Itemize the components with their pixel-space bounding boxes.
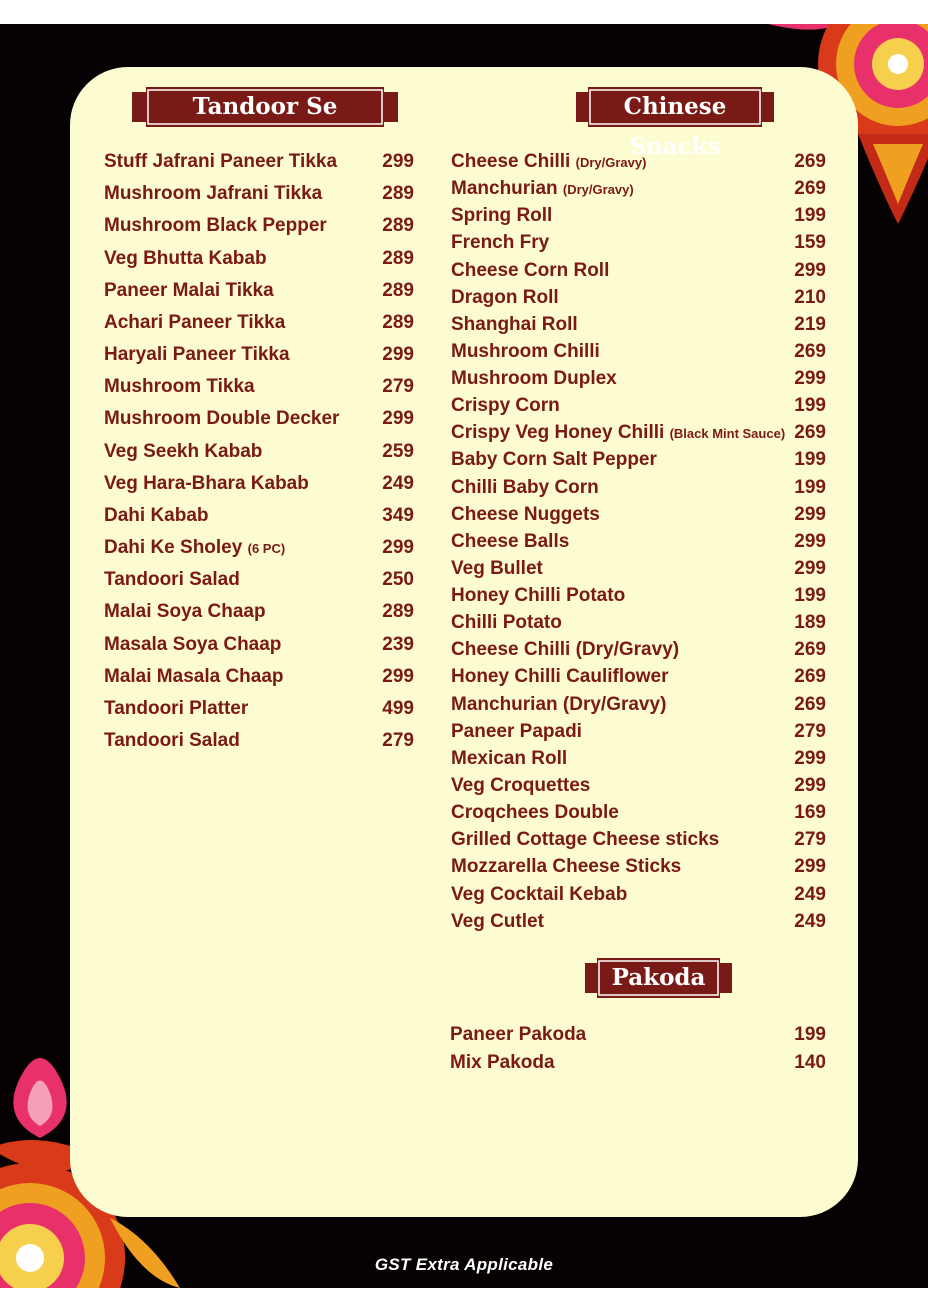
menu-item-row: [451, 636, 826, 663]
menu-item-name: [451, 609, 562, 636]
menu-item-note: (Dry/Gravy): [562, 182, 634, 197]
menu-item-price: 289: [382, 312, 414, 333]
menu-item-name: [451, 474, 599, 501]
menu-item-name-text: Veg Cutlet: [451, 911, 544, 932]
menu-item-row: [104, 727, 414, 754]
menu-item-note: (Dry/Gravy): [575, 155, 647, 170]
menu-item-row: [451, 175, 826, 202]
menu-item-row: [451, 311, 826, 338]
menu-item-price: 199: [794, 205, 826, 226]
menu-item-row: [451, 419, 826, 446]
menu-item-row: [104, 534, 414, 561]
menu-item-row: [451, 799, 826, 826]
menu-item-row: [104, 405, 414, 432]
menu-item-name: [451, 311, 578, 338]
menu-item-name-text: Mozzarella Cheese Sticks: [451, 856, 682, 877]
menu-item-name: [104, 695, 248, 722]
menu-item-name-text: Dahi Kabab: [104, 505, 209, 526]
menu-item-name-text: French Fry: [451, 232, 550, 253]
menu-item-price: 299: [794, 504, 826, 525]
menu-item-row: [451, 772, 826, 799]
menu-item-row: [104, 695, 414, 722]
menu-item-name-text: Mushroom Duplex: [451, 368, 617, 389]
menu-item-name-text: Honey Chilli Potato: [451, 585, 626, 606]
menu-item-row: [450, 1021, 826, 1048]
menu-item-price: 140: [794, 1052, 826, 1073]
menu-item-name-text: Veg Hara-Bhara Kabab: [104, 473, 309, 494]
menu-item-name-text: Honey Chilli Cauliflower: [451, 666, 669, 687]
menu-item-name-text: Mushroom Tikka: [104, 376, 255, 397]
menu-item-name: [451, 229, 549, 256]
menu-item-name: [451, 853, 681, 880]
menu-item-price: 279: [382, 730, 414, 751]
menu-item-row: [451, 474, 826, 501]
menu-item-name: [451, 772, 590, 799]
menu-item-name-text: Tandoori Salad: [104, 730, 240, 751]
menu-item-name: [451, 501, 600, 528]
menu-item-price: 250: [382, 569, 414, 590]
menu-item-row: [451, 582, 826, 609]
menu-item-price: 269: [794, 639, 826, 660]
menu-item-price: 269: [794, 422, 826, 443]
menu-item-price: 249: [794, 911, 826, 932]
menu-item-row: [451, 501, 826, 528]
menu-item-row: [104, 566, 414, 593]
menu-item-name-text: Manchurian (Dry/Gravy): [451, 694, 667, 715]
menu-item-name: [451, 419, 785, 447]
menu-item-price: 299: [794, 748, 826, 769]
menu-item-row: [451, 229, 826, 256]
menu-item-name-text: Crispy Veg Honey Chilli: [451, 422, 665, 443]
menu-item-price: 299: [382, 151, 414, 172]
menu-item-name: [451, 528, 569, 555]
menu-item-name: [104, 534, 285, 562]
menu-item-price: 269: [794, 341, 826, 362]
menu-item-row: [451, 555, 826, 582]
menu-item-name-text: Mexican Roll: [451, 748, 568, 769]
menu-item-row: [451, 202, 826, 229]
menu-item-name-text: Mix Pakoda: [450, 1052, 555, 1073]
menu-item-name-text: Veg Cocktail Kebab: [451, 884, 628, 905]
menu-item-name-text: Dragon Roll: [451, 287, 559, 308]
menu-item-name: [104, 663, 284, 690]
menu-item-name-text: Baby Corn Salt Pepper: [451, 449, 657, 470]
menu-item-name: [451, 718, 582, 745]
menu-item-price: 239: [382, 634, 414, 655]
menu-item-price: 279: [794, 721, 826, 742]
menu-item-name: [451, 582, 625, 609]
menu-item-row: [451, 881, 826, 908]
menu-item-row: [451, 338, 826, 365]
menu-item-row: [451, 745, 826, 772]
menu-item-row: [451, 284, 826, 311]
menu-item-name: [451, 392, 560, 419]
menu-item-price: 189: [794, 612, 826, 633]
menu-item-name: [451, 745, 567, 772]
menu-item-price: 199: [794, 449, 826, 470]
menu-item-row: [104, 277, 414, 304]
menu-item-row: [450, 1049, 826, 1076]
section-banner-tandoor-se: [132, 87, 398, 127]
menu-item-price: 199: [794, 585, 826, 606]
menu-item-price: 269: [794, 151, 826, 172]
menu-item-name-text: Crispy Corn: [451, 395, 560, 416]
menu-item-name: [451, 175, 634, 203]
menu-item-name: [450, 1049, 555, 1076]
menu-item-name: [451, 365, 617, 392]
menu-item-name-text: Manchurian: [451, 178, 558, 199]
menu-item-name-text: Grilled Cottage Cheese sticks: [451, 829, 720, 850]
menu-item-price: 269: [794, 694, 826, 715]
menu-item-name: [451, 881, 627, 908]
menu-item-price: 299: [382, 666, 414, 687]
menu-item-name: [451, 202, 552, 229]
menu-item-name: [104, 341, 290, 368]
menu-item-price: 279: [794, 829, 826, 850]
menu-item-name: [451, 257, 609, 284]
menu-item-row: [104, 180, 414, 207]
section-title-tandoor-se: Tandoor Se: [192, 93, 338, 120]
menu-item-name: [104, 566, 240, 593]
menu-item-price: 289: [382, 280, 414, 301]
menu-item-row: [104, 148, 414, 175]
menu-item-name-text: Spring Roll: [451, 205, 553, 226]
menu-item-price: 299: [794, 368, 826, 389]
menu-item-price: 289: [382, 601, 414, 622]
menu-item-name: [451, 908, 544, 935]
menu-item-name: [104, 212, 327, 239]
menu-item-price: 299: [794, 775, 826, 796]
menu-item-price: 289: [382, 215, 414, 236]
menu-item-price: 299: [794, 558, 826, 579]
menu-item-name: [450, 1021, 586, 1048]
menu-item-name-text: Paneer Papadi: [451, 721, 582, 742]
menu-item-row: [104, 245, 414, 272]
menu-item-price: 289: [382, 183, 414, 204]
menu-item-name: [104, 309, 285, 336]
menu-item-name: [104, 727, 240, 754]
menu-item-row: [104, 309, 414, 336]
menu-item-name: [451, 555, 543, 582]
menu-item-row: [451, 691, 826, 718]
menu-item-row: [451, 365, 826, 392]
menu-item-name-text: Paneer Malai Tikka: [104, 280, 274, 301]
menu-item-price: 299: [382, 344, 414, 365]
menu-item-price: 299: [794, 260, 826, 281]
menu-item-name: [104, 502, 209, 529]
menu-item-name-text: Paneer Pakoda: [450, 1024, 587, 1045]
menu-item-price: 269: [794, 178, 826, 199]
menu-item-name-text: Mushroom Chilli: [451, 341, 600, 362]
menu-item-name: [451, 284, 559, 311]
menu-item-row: [104, 470, 414, 497]
menu-item-price: 259: [382, 441, 414, 462]
section-title-pakoda: Pakoda: [611, 964, 706, 991]
menu-item-name-text: Mushroom Double Decker: [104, 408, 340, 429]
menu-item-name-text: Cheese Corn Roll: [451, 260, 610, 281]
menu-item-name: [104, 180, 322, 207]
menu-item-name: [104, 598, 266, 625]
menu-item-price: 289: [382, 248, 414, 269]
section-title-chinese-snacks: Chinese Snacks: [623, 93, 727, 160]
menu-item-name-text: Tandoori Platter: [104, 698, 249, 719]
menu-item-price: 159: [794, 232, 826, 253]
menu-item-row: [104, 598, 414, 625]
menu-item-name: [451, 663, 668, 690]
menu-item-name: [451, 446, 657, 473]
menu-item-name: [104, 373, 255, 400]
menu-item-price: 199: [794, 1024, 826, 1045]
menu-item-price: 299: [382, 537, 414, 558]
menu-item-name-text: Chilli Potato: [451, 612, 562, 633]
menu-item-name: [104, 245, 267, 272]
menu-item-row: [451, 392, 826, 419]
menu-item-name: [104, 631, 281, 658]
menu-item-price: 169: [794, 802, 826, 823]
menu-item-price: 499: [382, 698, 414, 719]
menu-item-name-text: Shanghai Roll: [451, 314, 578, 335]
gst-note: GST Extra Applicable: [374, 1255, 554, 1274]
menu-item-row: [451, 257, 826, 284]
menu-item-name-text: Stuff Jafrani Paneer Tikka: [104, 151, 338, 172]
menu-item-name-text: Veg Croquettes: [451, 775, 591, 796]
menu-item-name-text: Dahi Ke Sholey: [104, 537, 243, 558]
menu-item-price: 249: [382, 473, 414, 494]
menu-item-name-text: Veg Seekh Kabab: [104, 441, 263, 462]
menu-item-row: [104, 502, 414, 529]
menu-item-name-text: Malai Masala Chaap: [104, 666, 284, 687]
menu-item-price: 210: [794, 287, 826, 308]
menu-item-name-text: Achari Paneer Tikka: [104, 312, 286, 333]
menu-item-price: 219: [794, 314, 826, 335]
menu-item-row: [104, 341, 414, 368]
menu-item-name: [451, 338, 600, 365]
menu-item-name-text: Croqchees Double: [451, 802, 619, 823]
menu-item-price: 269: [794, 666, 826, 687]
menu-item-name: [104, 438, 262, 465]
menu-item-row: [104, 631, 414, 658]
menu-item-name-text: Mushroom Black Pepper: [104, 215, 327, 236]
menu-item-price: 299: [382, 408, 414, 429]
menu-item-price: 279: [382, 376, 414, 397]
menu-item-price: 299: [794, 856, 826, 877]
menu-item-price: 349: [382, 505, 414, 526]
section-banner-chinese-snacks: [576, 87, 774, 160]
menu-item-row: [451, 528, 826, 555]
menu-item-row: [451, 826, 826, 853]
menu-item-name: [451, 636, 679, 663]
menu-item-row: [451, 148, 826, 175]
section-banner-pakoda: [585, 958, 732, 998]
menu-item-row: [451, 609, 826, 636]
menu-item-name-text: Veg Bhutta Kabab: [104, 248, 267, 269]
menu-item-name-text: Cheese Nuggets: [451, 504, 600, 525]
menu-item-row: [451, 718, 826, 745]
menu-item-name: [451, 826, 719, 853]
menu-item-name: [451, 148, 646, 176]
menu-item-name-text: Haryali Paneer Tikka: [104, 344, 290, 365]
menu-item-name: [104, 148, 337, 175]
menu-item-name-text: Cheese Chilli (Dry/Gravy): [451, 639, 680, 660]
menu-item-row: [451, 853, 826, 880]
menu-item-name: [104, 470, 309, 497]
menu-item-row: [104, 212, 414, 239]
menu-item-name-text: Cheese Chilli: [451, 151, 571, 172]
menu-item-name-text: Chilli Baby Corn: [451, 477, 599, 498]
menu-item-row: [104, 438, 414, 465]
menu-item-name-text: Masala Soya Chaap: [104, 634, 282, 655]
menu-item-price: 199: [794, 395, 826, 416]
menu-item-row: [104, 373, 414, 400]
menu-item-row: [451, 663, 826, 690]
menu-item-price: 299: [794, 531, 826, 552]
menu-item-name: [104, 405, 339, 432]
menu-item-row: [451, 446, 826, 473]
menu-item-row: [104, 663, 414, 690]
menu-item-note: (Black Mint Sauce): [669, 426, 786, 441]
menu-item-name-text: Cheese Balls: [451, 531, 570, 552]
menu-item-name-text: Veg Bullet: [451, 558, 543, 579]
menu-item-name: [104, 277, 274, 304]
menu-item-price: 249: [794, 884, 826, 905]
menu-item-row: [451, 908, 826, 935]
menu-item-price: 199: [794, 477, 826, 498]
menu-item-name: [451, 691, 666, 718]
menu-item-name: [451, 799, 619, 826]
menu-item-name-text: Malai Soya Chaap: [104, 601, 266, 622]
menu-item-name-text: Tandoori Salad: [104, 569, 240, 590]
menu-item-note: (6 PC): [247, 541, 286, 556]
menu-item-name-text: Mushroom Jafrani Tikka: [104, 183, 323, 204]
